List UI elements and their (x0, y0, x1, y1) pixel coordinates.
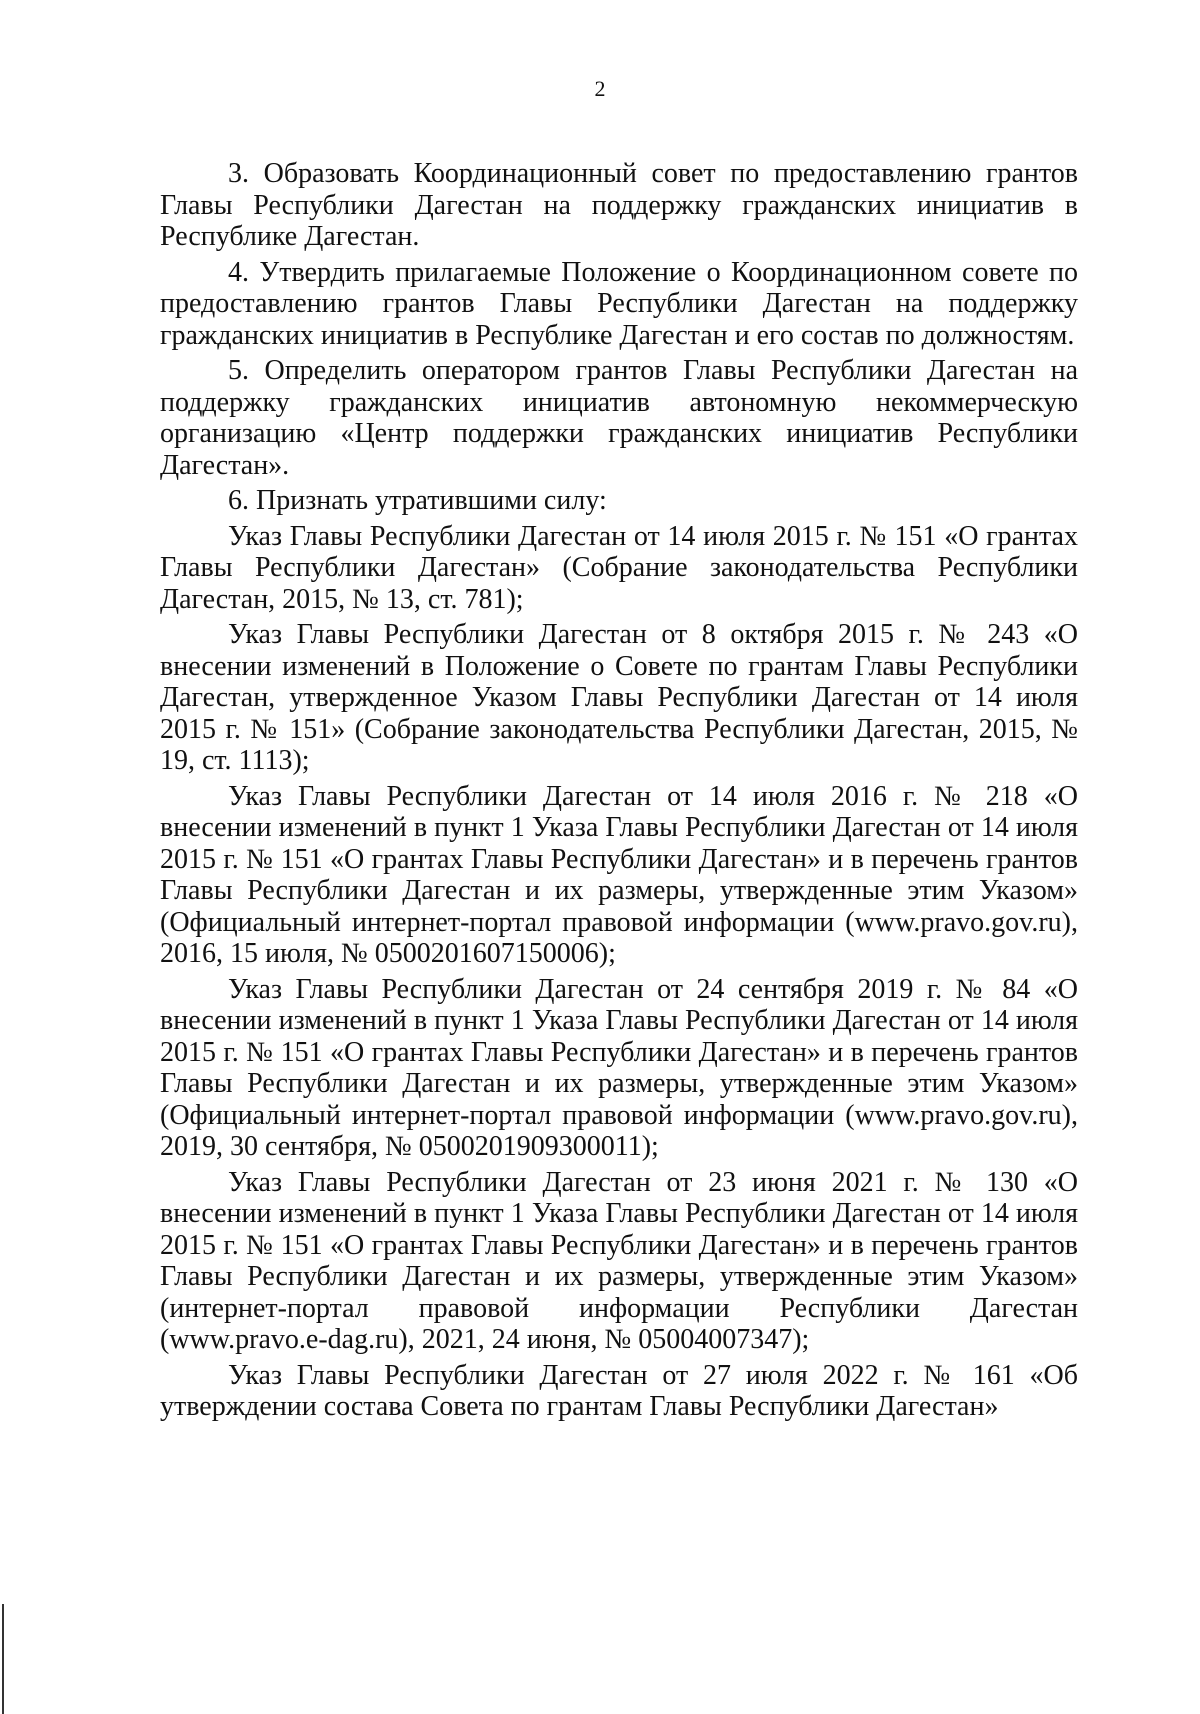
scan-edge-mark (2, 1604, 4, 1714)
repealed-decree-2016-218: Указ Главы Республики Дагестан от 14 июля 2016 г. № 218 «О внесении изменений в пункт 1 Указа Главы Республики Дагестан от 14 июля 2015 г. № 151 «О грантах Главы Республики Дагестан» и в перечень грантов Главы Республики Дагестан и их размеры, утвержденные этим Указом» (Официальный интернет-портал правовой информации (www.pravo.gov.ru), 2016, 15 июля, № 0500201607150006); (160, 780, 1078, 969)
paragraph-item-6: 6. Признать утратившими силу: (228, 485, 607, 516)
repealed-decree-2015-151: Указ Главы Республики Дагестан от 14 июля 2015 г. № 151 «О грантах Главы Республики Дагестан» (Собрание законодательства Республики Дагестан, 2015, № 13, ст. 781); (160, 520, 1078, 615)
paragraph-item-3: 3. Образовать Координационный совет по предоставлению грантов Главы Республики Дагестан на поддержку гражданских инициатив в Республике Дагестан. (160, 158, 1078, 252)
repealed-decree-2022-161: Указ Главы Республики Дагестан от 27 июля 2022 г. № 161 «Об утверждении состава Совета по грантам Главы Республики Дагестан» (160, 1359, 1078, 1422)
paragraph-item-5: 5. Определить оператором грантов Главы Республики Дагестан на поддержку гражданских инициатив автономную некоммерческую организацию «Центр поддержки гражданских инициатив Республики Дагестан». (160, 355, 1078, 481)
paragraph-item-4: 4. Утвердить прилагаемые Положение о Координационном совете по предоставлению грантов Главы Республики Дагестан на поддержку гражданских инициатив в Республике Дагестан и его состав по должностям. (160, 256, 1078, 351)
repealed-decree-2015-243: Указ Главы Республики Дагестан от 8 октября 2015 г. № 243 «О внесении изменений в Положение о Совете по грантам Главы Республики Дагестан, утвержденное Указом Главы Республики Дагестан от 14 июля 2015 г. № 151» (Собрание законодательства Республики Дагестан, 2015, № 19, ст. 1113); (160, 619, 1078, 776)
document-body (160, 158, 1078, 1423)
repealed-decree-2021-130: Указ Главы Республики Дагестан от 23 июня 2021 г. № 130 «О внесении изменений в пункт 1 Указа Главы Республики Дагестан от 14 июля 2015 г. № 151 «О грантах Главы Республики Дагестан» и в перечень грантов Главы Республики Дагестан и их размеры, утвержденные этим Указом» (интернет-портал правовой информации Республики Дагестан (www.pravo.e-dag.ru), 2021, 24 июня, № 05004007347); (160, 1166, 1078, 1355)
page-number: 2 (594, 76, 606, 101)
repealed-decree-2019-84: Указ Главы Республики Дагестан от 24 сентября 2019 г. № 84 «О внесении изменений в пункт 1 Указа Главы Республики Дагестан от 14 июля 2015 г. № 151 «О грантах Главы Республики Дагестан» и в перечень грантов Главы Республики Дагестан и их размеры, утвержденные этим Указом» (Официальный интернет-портал правовой информации (www.pravo.gov.ru), 2019, 30 сентября, № 0500201909300011); (160, 973, 1078, 1162)
